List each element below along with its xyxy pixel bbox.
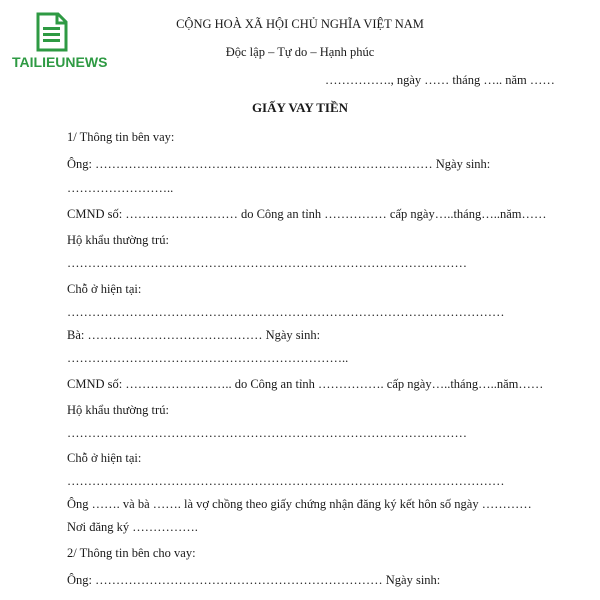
borrower-wife-line: Bà: …………………………………… Ngày sinh: bbox=[67, 328, 321, 342]
borrower-wife-residence-dots: …………………………………………………………………………………… bbox=[67, 426, 467, 440]
borrower-wife-dots: ………………………………………………………….. bbox=[67, 351, 349, 365]
borrower-husband-id-line: CMND số: ……………………… do Công an tỉnh …………… cấp ngày…..tháng…..năm…… bbox=[67, 207, 547, 221]
borrower-husband-address-dots: …………………………………………………………………………………………… bbox=[67, 305, 505, 319]
borrower-wife-residence-label: Hộ khẩu thường trú: bbox=[67, 403, 169, 417]
nation-heading: CỘNG HOÀ XÃ HỘI CHỦ NGHĨA VIỆT NAM bbox=[176, 17, 424, 31]
section-lender-heading: 2/ Thông tin bên cho vay: bbox=[67, 546, 196, 560]
logo-text: TAILIEUNEWS bbox=[12, 54, 108, 70]
date-line: ……………., ngày …… tháng ….. năm …… bbox=[325, 73, 555, 87]
borrower-husband-residence-label: Hộ khẩu thường trú: bbox=[67, 233, 169, 247]
borrower-wife-address-dots: …………………………………………………………………………………………… bbox=[67, 474, 505, 488]
motto: Độc lập – Tự do – Hạnh phúc bbox=[225, 45, 375, 59]
registration-place: Nơi đăng ký ……………. bbox=[67, 520, 198, 534]
borrower-husband-dob-cont: …………………….. bbox=[67, 181, 174, 195]
borrower-husband-address-label: Chỗ ở hiện tại: bbox=[67, 282, 142, 296]
document-title: GIẤY VAY TIỀN bbox=[251, 100, 349, 115]
borrower-wife-address-label: Chỗ ở hiện tại: bbox=[67, 451, 142, 465]
borrower-husband-line: Ông: ……………………………………………………………………… Ngày sinh: bbox=[67, 157, 491, 171]
borrower-husband-residence-dots: …………………………………………………………………………………… bbox=[67, 256, 467, 270]
section-borrower-heading: 1/ Thông tin bên vay: bbox=[67, 130, 175, 144]
lender-line: Ông: …………………………………………………………… Ngày sinh: bbox=[67, 573, 441, 587]
borrower-wife-id-line: CMND số: …………………….. do Công an tỉnh ……………. cấp ngày…..tháng…..năm…… bbox=[67, 377, 544, 391]
marriage-line: Ông ……. và bà ……. là vợ chồng theo giấy chứng nhận đăng ký kết hôn số ngày ………… bbox=[67, 497, 532, 511]
